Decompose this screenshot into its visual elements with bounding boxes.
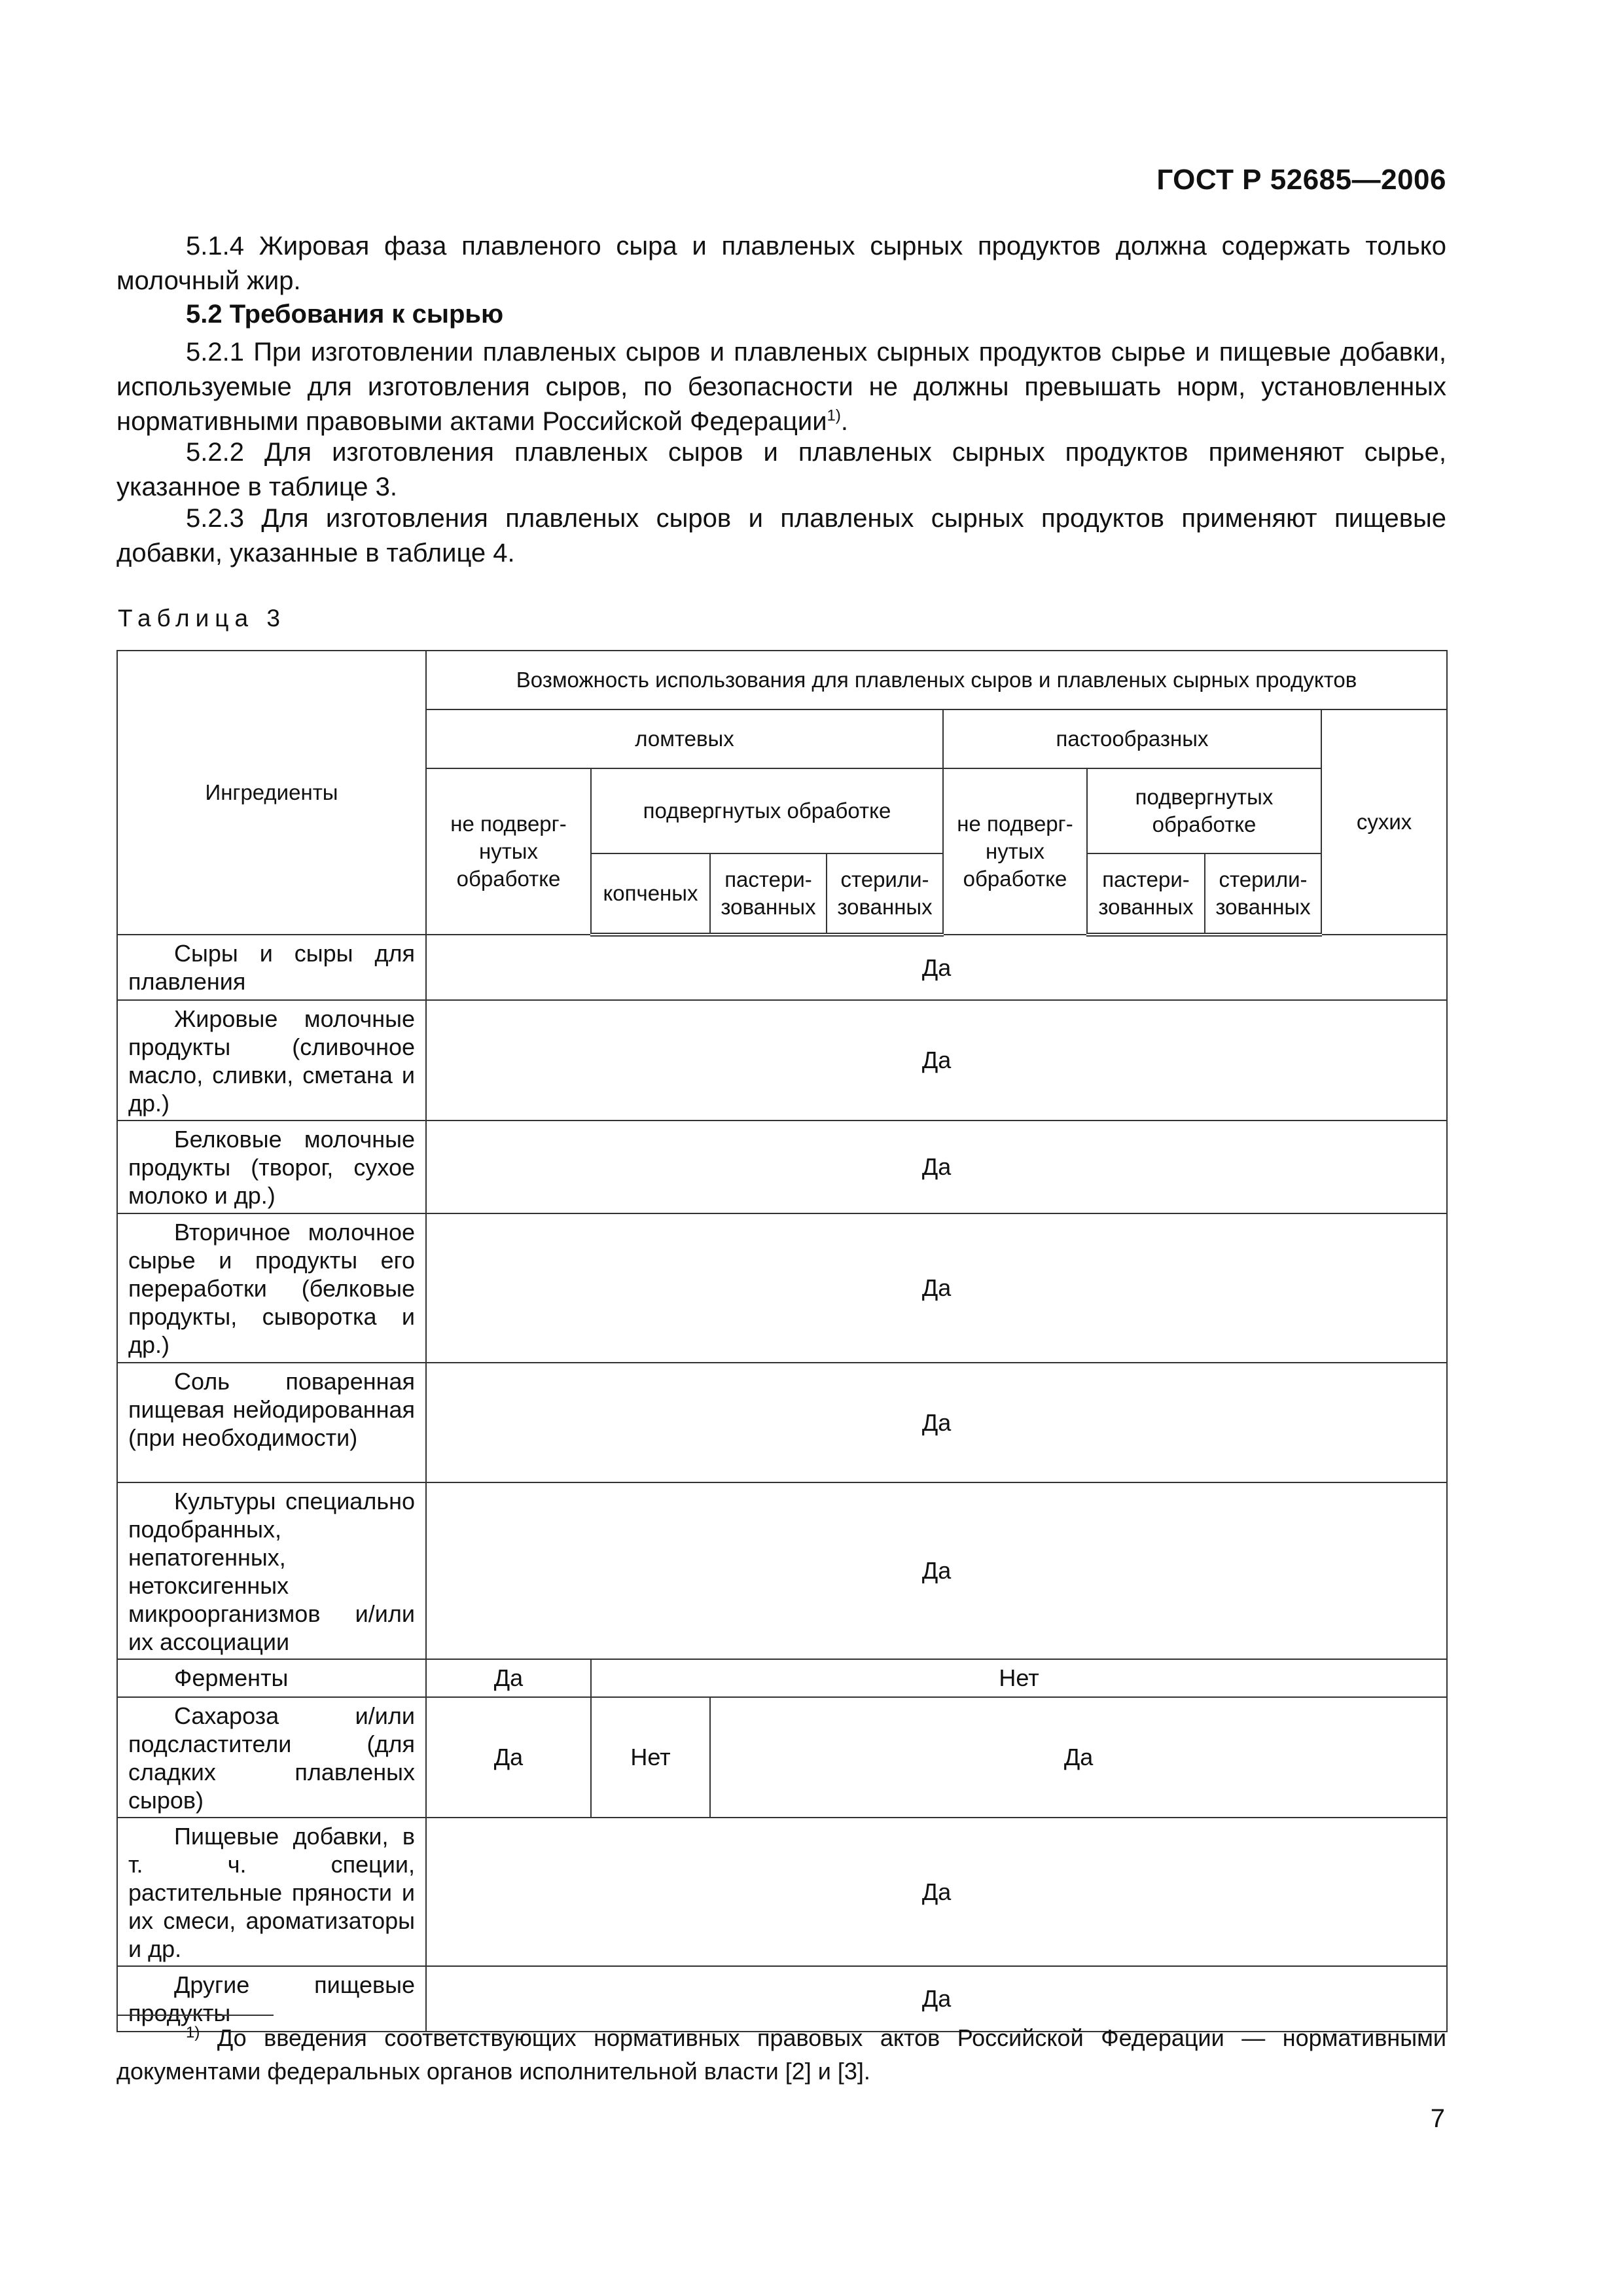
- table-row: [117, 935, 1447, 1000]
- footnote-divider: [116, 2015, 274, 2016]
- header-ingredients: Ингредиенты: [117, 651, 426, 935]
- table-row: [117, 1000, 1447, 1121]
- section-heading-5-2: 5.2 Требования к сырью: [186, 300, 504, 329]
- row-value-rest: Да: [710, 1697, 1447, 1818]
- footnote-marker: 1): [186, 2024, 200, 2041]
- row-ingredient: Другие пищевые продукты: [128, 1971, 415, 2026]
- row-ingredient: Пищевые добавки, в т. ч. специи, растительные пряности и их смеси, ароматизаторы и др.: [128, 1823, 415, 1962]
- table-row: [117, 1818, 1447, 1966]
- paragraph-5-1-4: [116, 229, 1446, 298]
- row-ingredient: Сыры и сыры для плавления: [128, 940, 415, 995]
- paragraph-5-2-1-text: 5.2.1 При изготовлении плавленых сыров и плавленых сырных продуктов сырье и пищевые добавки, используемые для изготовления сыров, по безопасности не должны превышать норм, установленных нормативными правовыми актами Российской Федерации: [116, 338, 1446, 436]
- table-row: [117, 1659, 1447, 1697]
- footnote: [116, 2021, 1446, 2088]
- row-value: Да: [426, 1213, 1447, 1363]
- row-value: Да: [426, 935, 1447, 1000]
- footnote-text: До введения соответствующих нормативных правовых актов Российской Федерации — нормативными документами федеральных органов исполнительной власти [2] и [3].: [116, 2024, 1446, 2085]
- page-number: 7: [1430, 2104, 1445, 2133]
- header-sliced: ломтевых: [426, 709, 943, 768]
- row-ingredient: Сахароза и/или подсластители (для сладких плавленых сыров): [128, 1702, 415, 1814]
- header-not-processed-sliced: не подверг-нутых обработке: [426, 768, 591, 935]
- row-ingredient: Ферменты: [174, 1664, 289, 1691]
- header-not-processed-paste: не подверг-нутых обработке: [943, 768, 1087, 935]
- row-ingredient: Соль поваренная пищевая нейодированная (при необходимости): [128, 1368, 415, 1451]
- header-dry: сухих: [1321, 709, 1447, 935]
- standard-designation: ГОСТ Р 52685—2006: [1156, 164, 1446, 196]
- row-value-rest: Нет: [591, 1659, 1447, 1697]
- table-row: [117, 1121, 1447, 1213]
- row-value-smoked: Нет: [591, 1697, 710, 1818]
- table-row: [117, 1213, 1447, 1363]
- header-smoked: копченых: [591, 853, 710, 935]
- row-ingredient: Культуры специально подобранных, непатогенных, нетоксигенных микроорганизмов и/или их ассоциации: [128, 1488, 415, 1655]
- row-value: Да: [426, 1000, 1447, 1121]
- row-value-not-processed: Да: [426, 1659, 591, 1697]
- paragraph-5-2-3-text: 5.2.3 Для изготовления плавленых сыров и плавленых сырных продуктов применяют пищевые добавки, указанные в таблице 4.: [116, 504, 1446, 567]
- paragraph-5-2-1-end: .: [840, 407, 849, 436]
- row-ingredient: Жировые молочные продукты (сливочное масло, сливки, сметана и др.): [128, 1005, 415, 1117]
- row-value: Да: [426, 1966, 1447, 2032]
- paragraph-5-2-3: [116, 501, 1446, 571]
- paragraph-5-2-2-text: 5.2.2 Для изготовления плавленых сыров и плавленых сырных продуктов применяют сырье, указанное в таблице 3.: [116, 438, 1446, 501]
- table-row: [117, 1697, 1447, 1818]
- ingredients-table: [116, 650, 1448, 2032]
- row-value: Да: [426, 1121, 1447, 1213]
- footnote-reference[interactable]: 1): [827, 406, 841, 425]
- paragraph-5-1-4-text: 5.1.4 Жировая фаза плавленого сыра и плавленых сырных продуктов должна содержать только молочный жир.: [116, 232, 1446, 295]
- paragraph-5-2-1: [116, 335, 1446, 439]
- paragraph-5-2-2: [116, 435, 1446, 505]
- header-pasteurized-sliced: пастери-зованных: [710, 853, 827, 935]
- header-pasteurized-paste: пастери-зованных: [1087, 853, 1205, 935]
- row-value-not-processed: Да: [426, 1697, 591, 1818]
- row-value: Да: [426, 1818, 1447, 1966]
- header-sterilized-sliced: стерили-зованных: [827, 853, 943, 935]
- header-processed-paste: подвергнутых обработке: [1087, 768, 1321, 853]
- table-caption: Таблица 3: [118, 605, 286, 632]
- header-possibility: Возможность использования для плавленых сыров и плавленых сырных продуктов: [426, 651, 1447, 709]
- row-ingredient: Вторичное молочное сырье и продукты его переработки (белковые продукты, сыворотка и др.): [128, 1219, 415, 1358]
- header-sterilized-paste: стерили-зованных: [1205, 853, 1321, 935]
- header-processed-sliced: подвергнутых обработке: [591, 768, 943, 853]
- table-row: [117, 1363, 1447, 1482]
- row-value: Да: [426, 1482, 1447, 1659]
- row-ingredient: Белковые молочные продукты (творог, сухое молоко и др.): [128, 1126, 415, 1209]
- table-row: [117, 1482, 1447, 1659]
- row-value: Да: [426, 1363, 1447, 1482]
- header-paste: пастообразных: [943, 709, 1321, 768]
